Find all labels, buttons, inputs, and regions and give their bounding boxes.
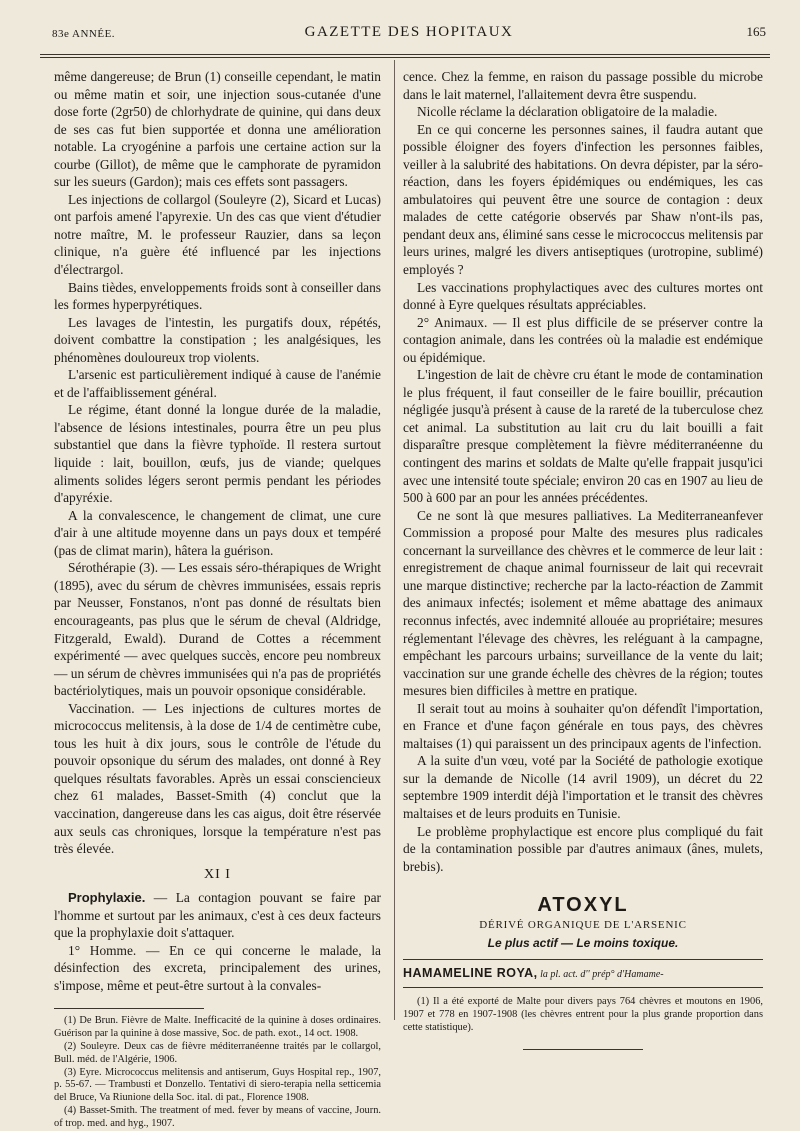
paragraph: L'ingestion de lait de chèvre cru étant le mode de contamination le plus fréquent, il faut conseiller de le faire bouillir, précaution négligée jusqu'à présent à cause de la rareté de la tuberculose chez cet animal. La substitution au lait cru du lait bouilli a fait disparaître presque complètement la fièvre méditerranéenne du contingent des marins et soldats de Malte qu'elle frappait jusqu'ici avec une intensité toute spéciale; environ 20 cas en 1907 au lieu de 500 à 600 par an pour les années précédentes. [403,367,763,506]
paragraph: Bains tièdes, enveloppements froids sont à conseiller dans les formes hyperpyrétiques. [54,279,381,313]
ad-tagline: Le plus actif — Le moins toxique. [487,936,679,951]
paragraph: Les vaccinations prophylactiques avec des cultures mortes ont donné à Eyre quelques résultats appréciables. [403,279,763,313]
prophylaxis-lead: Prophylaxie. [68,890,146,906]
year-label: 83e ANNÉE. [52,28,116,40]
paragraph: A la suite d'un vœu, voté par la Société de pathologie exotique sur la demande de Nicolle (14 avril 1909), un décret du 22 septembre 1909 interdit déjà l'importation et le transit des chèvres maltaises et de leurs produits en Tunisie. [403,753,763,821]
footnote: (2) Souleyre. Deux cas de fièvre méditerranéenne traités par le collargol, Bull. méd. de l'Algérie, 1906. [54,1041,381,1065]
paragraph: Ce ne sont là que mesures palliatives. La Mediterraneanfever Commission a proposé pour Malte des mesures plus radicales concernant la surveillance des chèvres et le commerce de leur lait : enregistrement de chaque animal fournisseur de lait qui recevrait une marque distinctive; recherche par la lacto-réaction de Zammit des animaux infectés; isolement et même abattage des animaux reconnus infectés, avec indemnité allouée au propriétaire; mesures réglementant l'élevage des chèvres, les reléguant à la campagne, empêchant les parcours urbains; surveillance de la vente du lait; vaccination sur une grande échelle des chèvres de la région; toutes mesures bien difficiles à mettre en pratique. [403,507,763,699]
footnote-rule [54,1008,204,1009]
end-rule [523,1049,643,1050]
paragraph: 1° Homme. — En ce qui concerne le malade, la désinfection des excreta, principalement des urines, s'impose, même et peut-être surtout à la convales- [54,942,381,993]
paragraph: A la convalescence, le changement de climat, une cure d'air à une altitude moyenne dans un pays doux et tempéré (pas de climat marin), hâtera la guérison. [54,507,381,558]
paragraph: Le problème prophylactique est encore plus compliqué du fait de la contamination possible par d'autres animaux (ânes, mulets, brebis). [403,823,763,874]
journal-title: GAZETTE DES HOPITAUX [304,24,514,40]
ad-note: la pl. act. d'' prép° d'Hamame- [537,968,664,980]
right-column [403,68,763,1050]
paragraph: Sérothérapie (3). — Les essais séro-thérapiques de Wright (1895), avec du sérum de chèvres immunisées, essais repris par Neusser, Fonstanos, n'ont pas donné de résultats bien encourageants, pas plus que le sérum de cheval (Aldridge, Fitzgerald, Ewald). Durand de Cottes a récemment expérimenté — avec quelques succès, encore peu nombreux — un sérum de chèvres immunisées qui n'a pas de propriétés bactériolytiques, mais un pouvoir opsonique considérable. [54,560,381,699]
ad-rule [403,959,763,960]
paragraph: cence. Chez la femme, en raison du passage possible du microbe dans le lait maternel, l'allaitement devra être suspendu. [403,69,763,102]
paragraph: Nicolle réclame la déclaration obligatoire de la maladie. [417,104,718,120]
ad-brand: ATOXYL [537,894,629,917]
prophylaxis-text: — La contagion pouvant se faire par l'homme et surtout par les animaux, c'est à ces deux facteurs que la prophylaxie doit s'attaquer. [54,890,381,941]
paragraph: L'arsenic est particulièrement indiqué à cause de l'anémie et de l'affaiblissement général. [54,367,381,400]
paragraph: En ce qui concerne les personnes saines, il faudra autant que possible éloigner des foyers d'infection les personnes faibles, veiller à la salubrité des habitations. On devra dépister, par la séro-réaction, dans les foyers épidémiques ou endémiques, les cas ambulatoires qui peuvent être une source de contagion : deux malades de cette catégorie observés par Shaw n'ont-ils pas, pendant deux ans, éliminé sans cesse le micrococcus melitensis par leurs urines, malgré les divers antiseptiques (urotropine, sublimé) employés ? [403,121,763,278]
header-rule [40,54,770,55]
footnote: (4) Basset-Smith. The treatment of med. fever by means of vaccine, Journ. of trop. med. and hyg., 1907. [54,1105,381,1129]
paragraph: 2° Animaux. — Il est plus difficile de se préserver contre la contagion animale, dans les contrées où la maladie est endémique ou épidémique. [403,314,763,365]
paragraph: Les lavages de l'intestin, les purgatifs doux, répétés, doivent combattre la constipation ; les analgésiques, les phénomènes douloureux trop violents. [54,314,381,365]
header-rule-thin [40,57,770,58]
footnote: (3) Eyre. Micrococcus melitensis and antiserum, Guys Hospital rep., 1907, p. 55-67. — Trambusti et Donzello. Tentativi di siero-terapia nella setticemia del Bruce, Va Riunione della Soc. ital. di pat., Florence 1908. [54,1066,381,1104]
ad-hamameline: HAMAMELINE ROYA, [403,965,538,980]
page-header [52,18,766,46]
ad-line [403,964,763,984]
footnote: (1) Il a été exporté de Malte pour divers pays 764 chèvres et moutons en 1906, 1907 et 778 en 1907-1908 (les chèvres entrent pour la plus grande proportion dans cette statistique). [403,996,763,1033]
column-divider [394,60,395,1020]
paragraph: Il serait tout au moins à souhaiter qu'on défendît l'importation, en France et d'une façon générale en tous pays, des chèvres maltaises (1) qui paraissent un des principaux agents de l'infection. [403,700,763,751]
page-number: 165 [746,24,766,39]
footnote: (1) De Brun. Fièvre de Malte. Inefficacité de la quinine à doses ordinaires. Guérison par la quinine à dose massive, Soc. de path. exot., 14 oct. 1908. [54,1015,381,1040]
section-heading: XI I [204,866,231,882]
paragraph: Vaccination. — Les injections de cultures mortes de micrococcus melitensis, à la dose de 1/4 de centimètre cube, tous les huit à dix jours, sous le contrôle de l'étude du pouvoir opsonique du sérum des malades, ont donné à Rey quelques résultats favorables. Après un essai consciencieux chez 61 malades, Basset-Smith (4) conclut que la vaccination, dangereuse dans les cas aigus, doit être réservée aux seuls cas chroniques, lorsque la température n'est pas très élevée. [54,700,381,857]
ad-subtitle: DÉRIVÉ ORGANIQUE DE L'ARSENIC [479,918,687,931]
advertisement [403,894,763,988]
paragraph [54,889,381,942]
paragraph: Le régime, étant donné la longue durée de la maladie, l'absence de lésions intestinales, pourra être un peu plus substantiel que dans la fièvre typhoïde. Il restera surtout liquide : lait, bouillon, œufs, jus de viande; quelques aliments solides légers seront permis pendant les périodes d'apyréxie. [54,402,381,506]
paragraph: même dangereuse; de Brun (1) conseille cependant, le matin ou même matin et soir, une injection sous-cutanée d'une dose forte (2gr50) de chlorhydrate de quinine, qui dans deux de ses cas fut bien supportée et donna une amélioration notable. La cryogénine a parfois une certaine action sur la courbe (Gillot), de même que le camphorate de pyramidon sur les sueurs (Gardon); mais ces effets sont passagers. [54,69,381,190]
paragraph: Les injections de collargol (Souleyre (2), Sicard et Lucas) ont parfois amené l'apyrexie. Un des cas que vient d'étudier notre maître, M. le professeur Rauzier, dans sa leçon clinique, n'a guère été influencé par les injections d'électrargol. [54,191,381,278]
left-column [54,68,381,1131]
ad-rule-bottom [403,987,763,988]
